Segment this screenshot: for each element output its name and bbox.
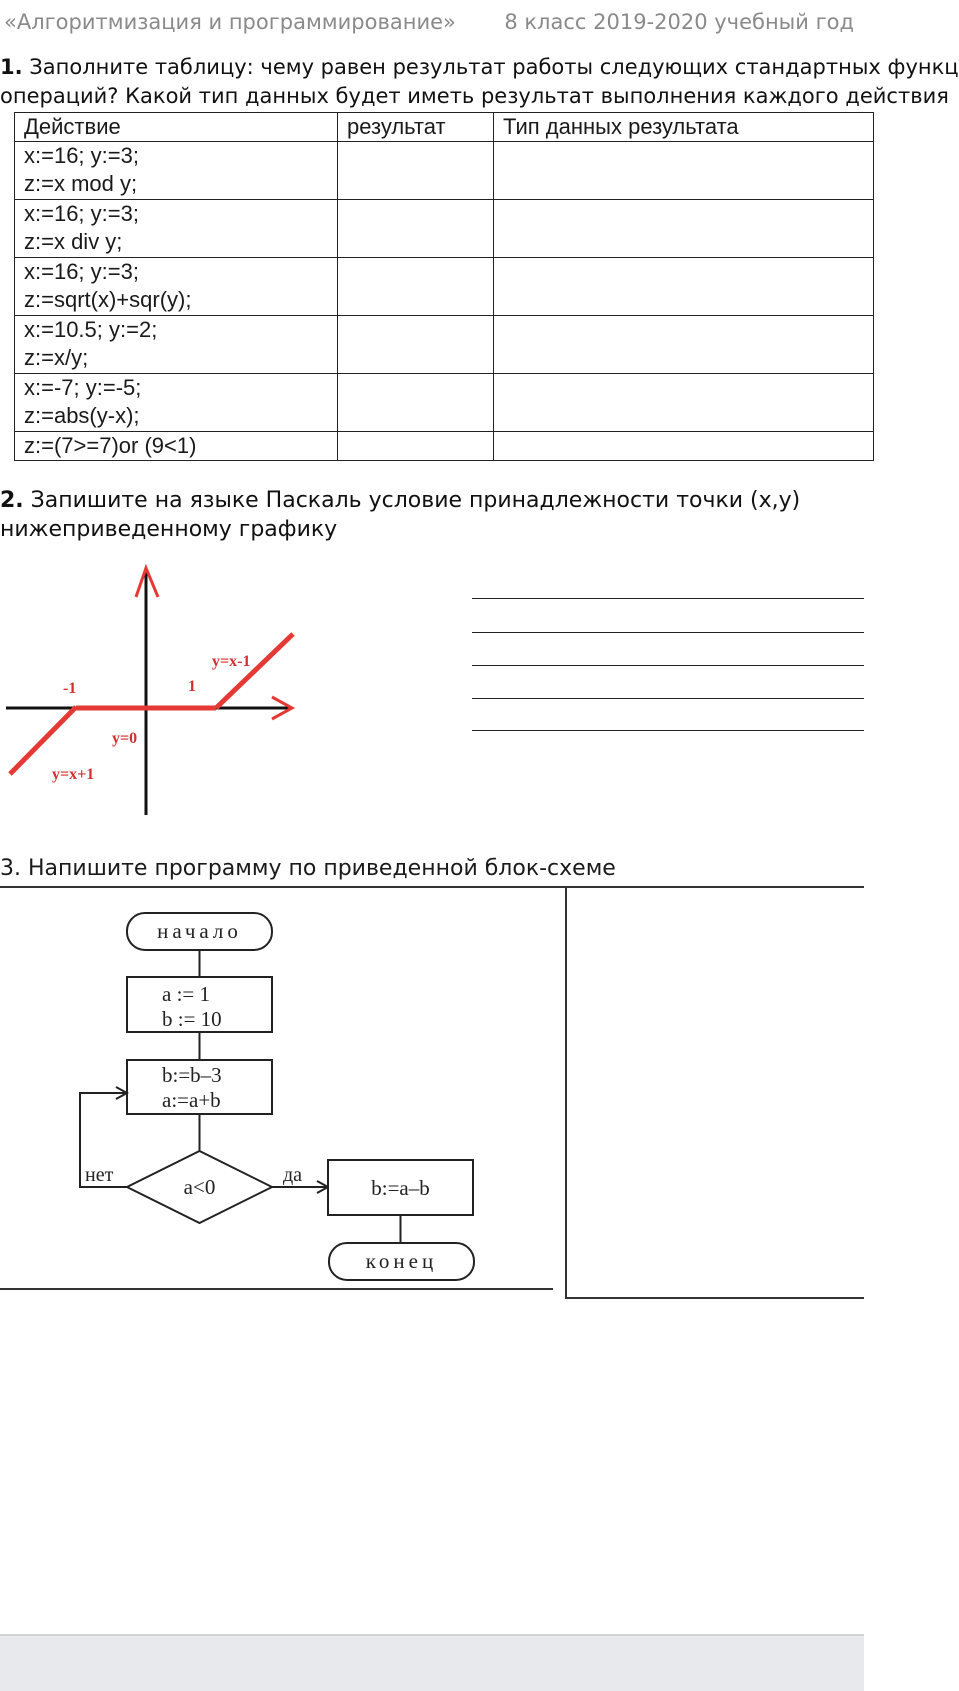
- init-b-label: b := 10: [162, 1007, 222, 1031]
- table-row: [15, 258, 874, 316]
- label-y-0: y=0: [112, 730, 138, 747]
- function-graph: [0, 560, 310, 825]
- action-line1: x:=16; y:=3;: [24, 259, 139, 284]
- table-row: [15, 316, 874, 374]
- task2-number: 2.: [0, 488, 24, 513]
- result-cell[interactable]: [338, 316, 494, 374]
- end-label: конец: [365, 1249, 438, 1273]
- label-y-x-minus-1: y=x-1: [212, 653, 251, 670]
- line-y-x-plus-1: [10, 707, 76, 774]
- divider: [0, 1288, 553, 1290]
- task1-line1: [0, 53, 959, 82]
- table-row: [15, 200, 874, 258]
- table-row: [15, 374, 874, 432]
- task1-text: Заполните таблицу: чему равен результат работы следующих стандартных функц: [29, 55, 959, 79]
- answer-line[interactable]: [472, 632, 864, 633]
- action-line1: x:=10.5; y:=2;: [24, 317, 158, 342]
- course-title: «Алгоритмизация и программирование»: [4, 10, 456, 34]
- table-row: [15, 432, 874, 461]
- type-cell[interactable]: [494, 142, 874, 200]
- result-cell[interactable]: [338, 200, 494, 258]
- task1-number: 1.: [0, 55, 23, 79]
- answer-line[interactable]: [472, 665, 864, 666]
- action-line1: x:=-7; y:=-5;: [24, 375, 142, 400]
- answer-column-divider: [565, 886, 567, 1298]
- action-cell: [15, 200, 338, 258]
- init-a-label: a := 1: [162, 982, 210, 1006]
- action-line1: z:=(7>=7)or (9<1): [24, 433, 197, 458]
- answer-line[interactable]: [472, 730, 864, 731]
- action-cell: [15, 432, 338, 461]
- answer-line[interactable]: [472, 598, 864, 599]
- grade-year: 8 класс 2019-2020 учебный год: [504, 10, 854, 34]
- action-line1: x:=16; y:=3;: [24, 201, 139, 226]
- action-cell: [15, 142, 338, 200]
- result-cell[interactable]: [338, 258, 494, 316]
- label-pos1: 1: [188, 678, 196, 695]
- task1-table: [14, 112, 874, 461]
- action-line2: z:=abs(y-x);: [24, 403, 140, 428]
- result-cell[interactable]: [338, 374, 494, 432]
- action-line1: x:=16; y:=3;: [24, 143, 139, 168]
- result-label: b:=a–b: [371, 1176, 430, 1200]
- type-cell[interactable]: [494, 374, 874, 432]
- type-cell[interactable]: [494, 432, 874, 461]
- column-header-action: Действие: [15, 113, 338, 142]
- task2-line1: [0, 486, 800, 515]
- column-header-result: результат: [338, 113, 494, 142]
- task2-text: Запишите на языке Паскаль условие принадлежности точки (x,y): [23, 488, 801, 513]
- type-cell[interactable]: [494, 258, 874, 316]
- divider: [0, 886, 864, 888]
- divider: [565, 1297, 864, 1299]
- flowchart: [70, 905, 480, 1285]
- label-y-x-plus-1: y=x+1: [52, 766, 95, 783]
- task1-line2: операций? Какой тип данных будет иметь результат выполнения каждого действия: [0, 84, 949, 108]
- type-cell[interactable]: [494, 200, 874, 258]
- answer-line[interactable]: [472, 698, 864, 699]
- task2-line2: нижеприведенному графику: [0, 517, 338, 542]
- result-cell[interactable]: [338, 142, 494, 200]
- line-y-x-minus-1: [216, 634, 293, 708]
- task3-title: 3. Напишите программу по приведенной блок-схеме: [0, 856, 616, 881]
- condition-label: a<0: [183, 1175, 216, 1199]
- bottom-bar: [0, 1634, 864, 1691]
- start-label: начало: [157, 919, 242, 943]
- loop-b-label: b:=b–3: [162, 1063, 222, 1087]
- loop-a-label: a:=a+b: [162, 1088, 221, 1112]
- table-row: [15, 142, 874, 200]
- label-neg1: -1: [63, 680, 77, 697]
- table-header-row: [15, 113, 874, 142]
- action-cell: [15, 316, 338, 374]
- action-cell: [15, 258, 338, 316]
- type-cell[interactable]: [494, 316, 874, 374]
- no-label: нет: [85, 1164, 114, 1186]
- result-cell[interactable]: [338, 432, 494, 461]
- action-line2: z:=sqrt(x)+sqr(y);: [24, 287, 192, 312]
- action-line2: z:=x/y;: [24, 345, 89, 370]
- action-line2: z:=x mod y;: [24, 171, 138, 196]
- action-line2: z:=x div y;: [24, 229, 123, 254]
- action-cell: [15, 374, 338, 432]
- column-header-type: Тип данных результата: [494, 113, 874, 142]
- yes-label: да: [283, 1164, 303, 1186]
